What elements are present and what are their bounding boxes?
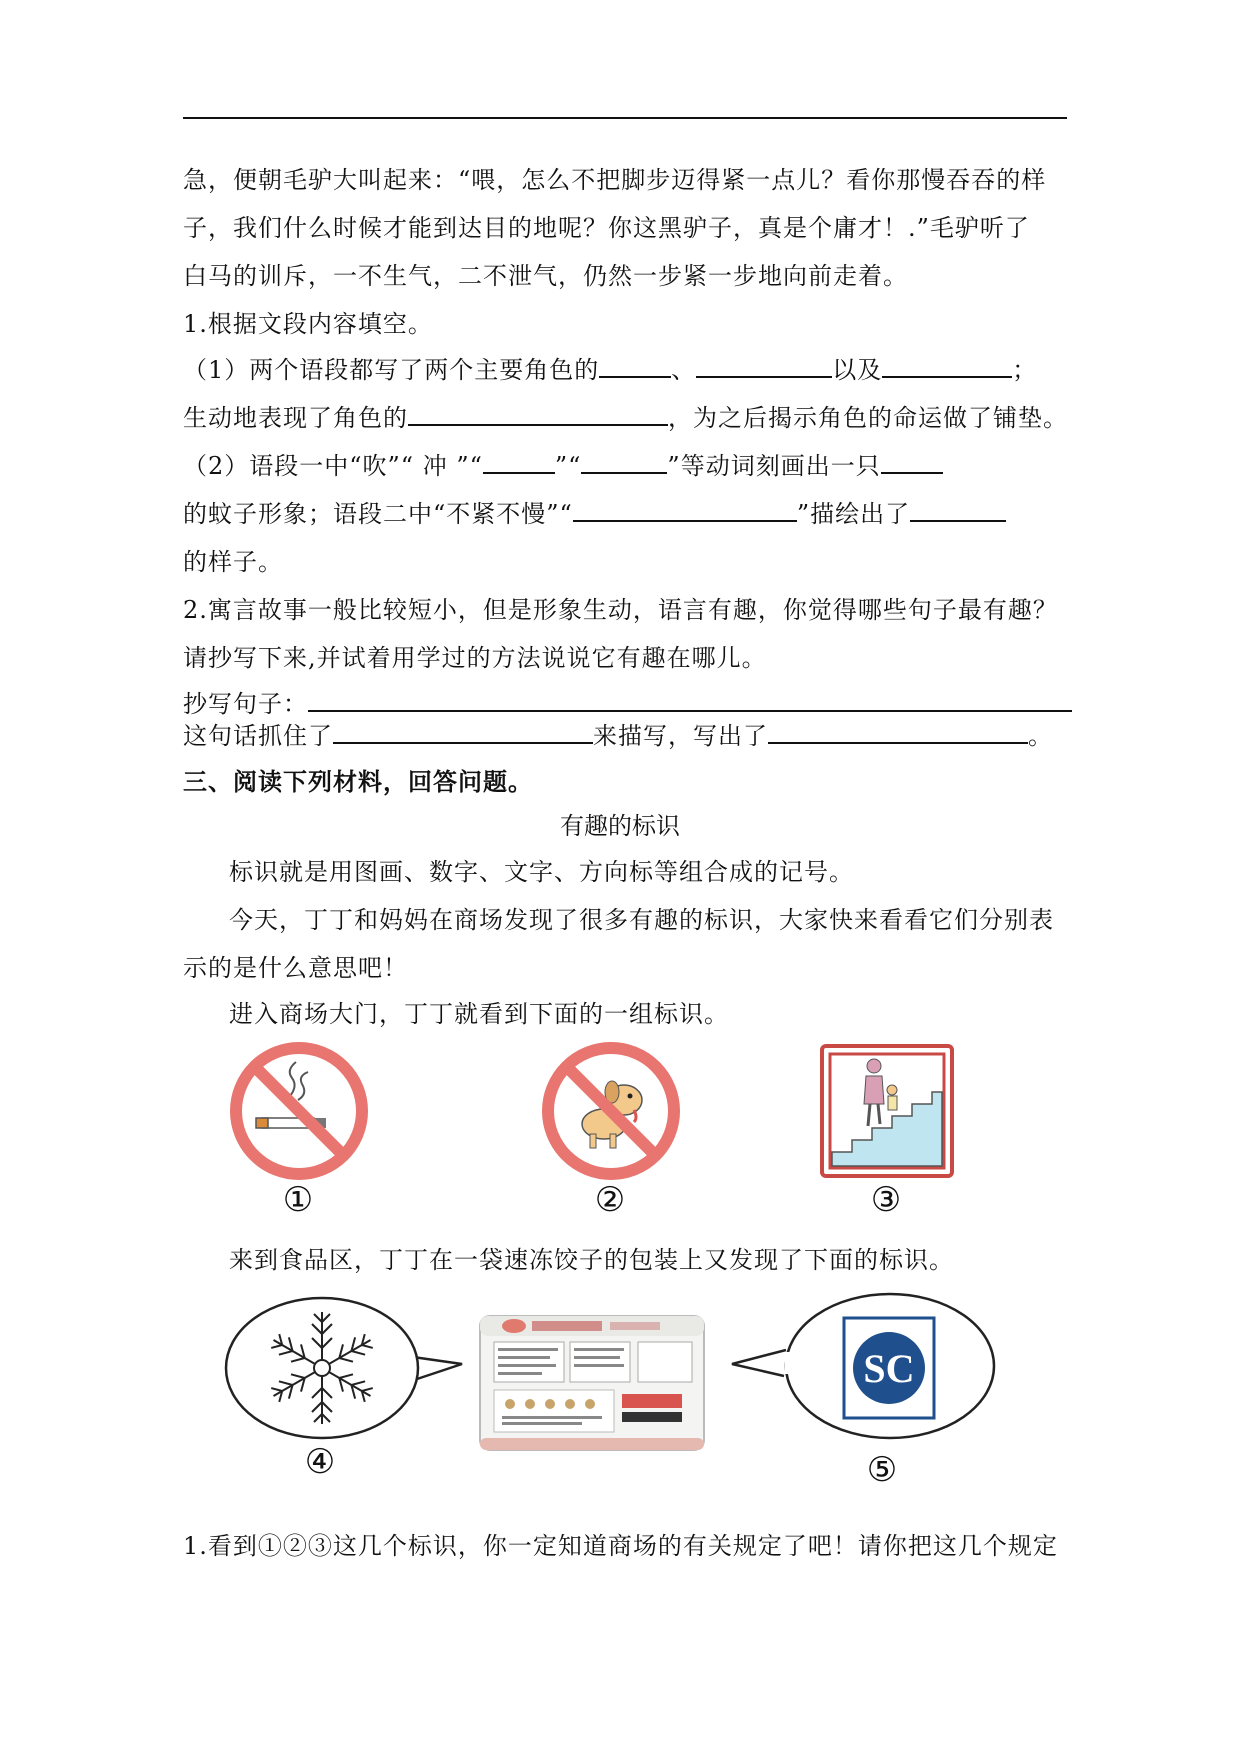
q2-analysis-line bbox=[183, 720, 1053, 752]
header-rule bbox=[183, 117, 1067, 119]
article-para2-line1: 今天，丁丁和妈妈在商场发现了很多有趣的标识，大家快来看看它们分别表 bbox=[229, 906, 1054, 934]
q1-part2-sep: ”“ bbox=[554, 452, 582, 480]
article-para4: 来到食品区，丁丁在一袋速冻饺子的包装上又发现了下面的标识。 bbox=[229, 1246, 954, 1274]
answer-blank[interactable] bbox=[599, 354, 671, 378]
q1-part2-text4: ”描绘出了 bbox=[796, 500, 911, 528]
q1-part1-line2 bbox=[183, 402, 1068, 434]
article-para3: 进入商场大门，丁丁就看到下面的一组标识。 bbox=[229, 1000, 729, 1028]
answer-blank[interactable] bbox=[768, 720, 1028, 744]
article-para2-line2: 示的是什么意思吧！ bbox=[183, 954, 408, 982]
q1-part2-line bbox=[183, 450, 943, 482]
section3-heading: 三、阅读下列材料，回答问题。 bbox=[183, 767, 533, 796]
sign-label-2: ② bbox=[594, 1180, 626, 1220]
answer-blank[interactable] bbox=[881, 450, 943, 474]
q1-part1-and: 以及 bbox=[832, 356, 883, 384]
sign-label-1: ① bbox=[282, 1180, 314, 1220]
sc-logo-text: SC bbox=[863, 1346, 915, 1391]
q1-title: 1.根据文段内容填空。 bbox=[183, 310, 433, 338]
article-para1: 标识就是用图画、数字、文字、方向标等组合成的记号。 bbox=[229, 858, 854, 886]
answer-blank[interactable] bbox=[910, 498, 1006, 522]
sc-food-safety-sign-icon bbox=[730, 1290, 1000, 1444]
q2-line-2: 请抄写下来,并试着用学过的方法说说它有趣在哪儿。 bbox=[183, 644, 767, 672]
q2-line-1: 2.寓言故事一般比较短小，但是形象生动，语言有趣，你觉得哪些句子最有趣？ bbox=[183, 596, 1058, 624]
section3-question1: 1.看到①②③这几个标识，你一定知道商场的有关规定了吧！请你把这几个规定 bbox=[183, 1532, 1058, 1560]
passage-line-1: 急，便朝毛驴大叫起来：“喂，怎么不把脚步迈得紧一点儿？看你那慢吞吞的样 bbox=[183, 166, 1047, 194]
no-pets-sign-icon bbox=[540, 1040, 682, 1182]
q1-part2-text2: ”等动词刻画出一只 bbox=[667, 452, 881, 480]
sign-label-4: ④ bbox=[304, 1442, 336, 1482]
passage-line-3: 白马的训斥，一不生气，二不泄气，仍然一步紧一步地向前走着。 bbox=[183, 262, 908, 290]
no-smoking-sign-icon bbox=[228, 1040, 370, 1182]
answer-blank[interactable] bbox=[483, 450, 555, 474]
answer-blank[interactable] bbox=[581, 450, 667, 474]
q1-part1-text2: 生动地表现了角色的 bbox=[183, 404, 408, 432]
q1-part2-line3: 的样子。 bbox=[183, 548, 283, 576]
q1-part1-text3: ，为之后揭示角色的命运做了铺垫。 bbox=[668, 404, 1068, 432]
q1-part1-sep: 、 bbox=[671, 356, 697, 384]
q1-part1-line bbox=[183, 354, 1037, 386]
answer-blank[interactable] bbox=[333, 720, 593, 744]
answer-blank[interactable] bbox=[308, 688, 1072, 712]
q1-part1-text: （1）两个语段都写了两个主要角色的 bbox=[183, 356, 600, 384]
answer-blank[interactable] bbox=[408, 402, 668, 426]
q1-part2-text3: 的蚊子形象；语段二中“不紧不慢”“ bbox=[183, 500, 573, 528]
article-title: 有趣的标识 bbox=[560, 812, 680, 840]
q2-analysis-text2: 来描写，写出了 bbox=[593, 722, 768, 750]
answer-blank[interactable] bbox=[573, 498, 797, 522]
q2-copy-line bbox=[183, 688, 1072, 720]
q1-part1-end: ； bbox=[1012, 356, 1038, 384]
q1-part2-text: （2）语段一中“吹”“ 冲 ”“ bbox=[183, 452, 483, 480]
answer-blank[interactable] bbox=[696, 354, 832, 378]
passage-line-2: 子，我们什么时候才能到达目的地呢？你这黑驴子，真是个庸才！.”毛驴听了 bbox=[183, 214, 1030, 242]
answer-blank[interactable] bbox=[882, 354, 1012, 378]
sign-label-3: ③ bbox=[870, 1180, 902, 1220]
q2-copy-label: 抄写句子： bbox=[183, 690, 308, 718]
q1-part2-line2 bbox=[183, 498, 1006, 530]
frozen-snowflake-sign-icon bbox=[222, 1292, 472, 1442]
escalator-accompany-child-sign-icon bbox=[820, 1044, 954, 1178]
dumpling-package-image bbox=[474, 1312, 710, 1454]
q2-analysis-text: 这句话抓住了 bbox=[183, 722, 333, 750]
q2-analysis-end: 。 bbox=[1028, 722, 1053, 750]
sign-label-5: ⑤ bbox=[866, 1450, 898, 1490]
